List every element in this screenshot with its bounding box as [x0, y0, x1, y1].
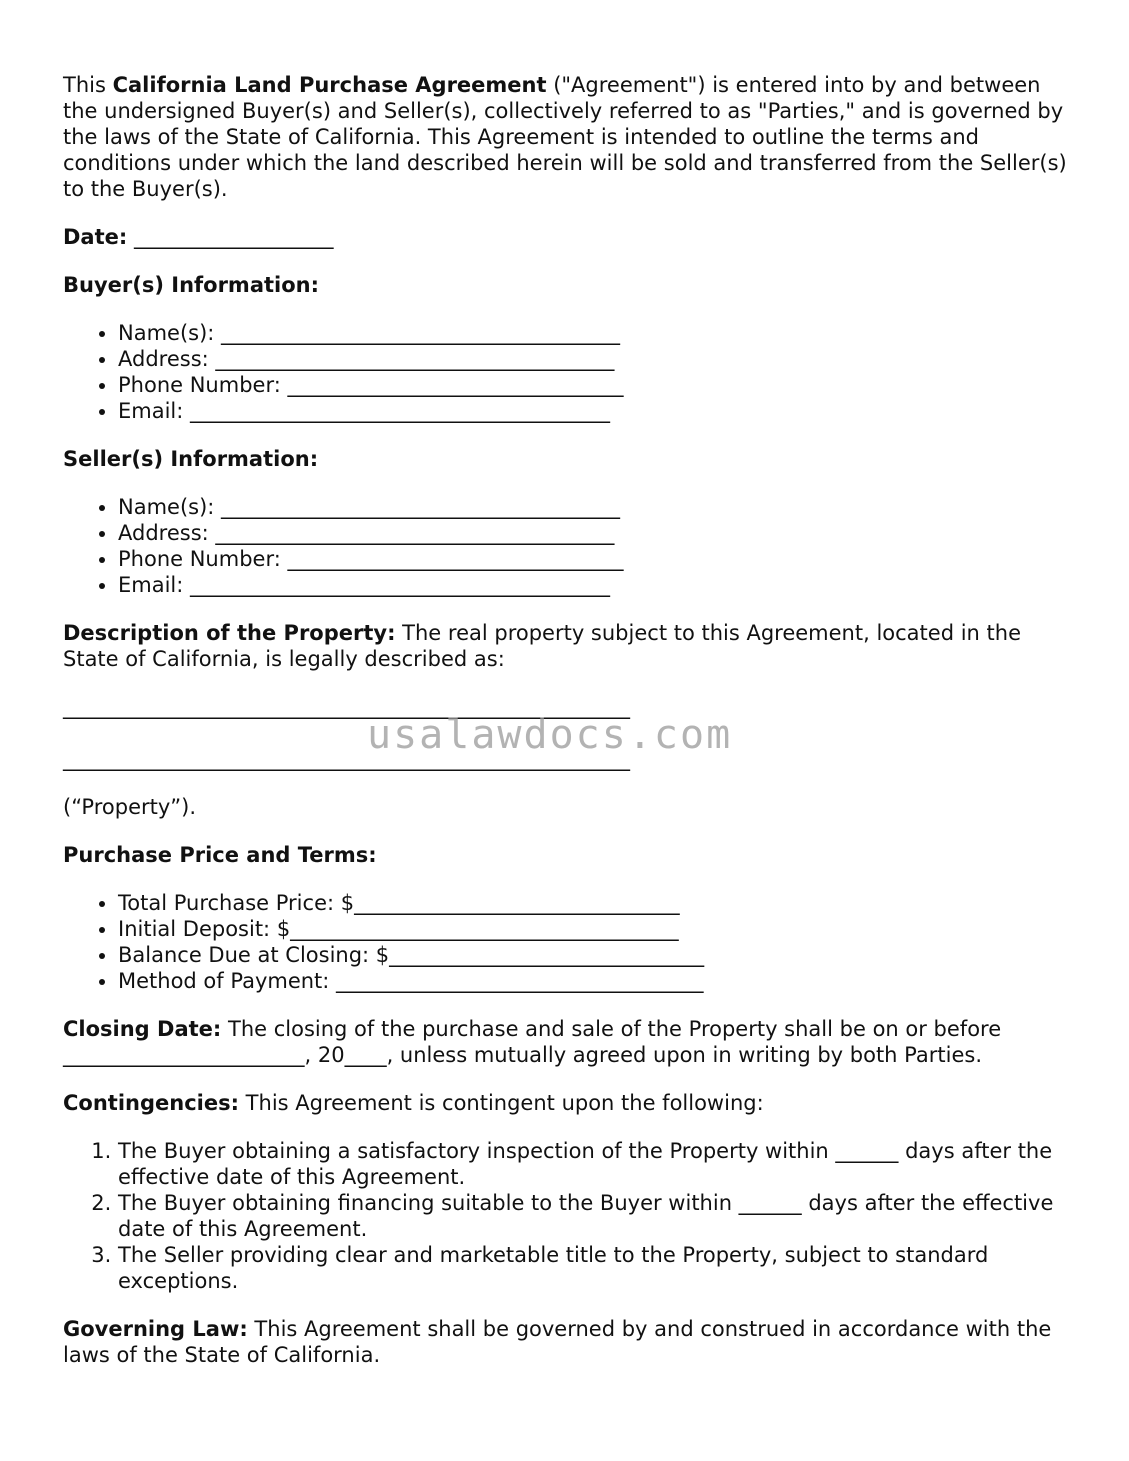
seller-info-list	[63, 494, 1073, 598]
buyer-address-item: • Address: ______________________________________	[118, 346, 1073, 372]
property-description	[63, 620, 1073, 672]
contingency-inspection: 1. The Buyer obtaining a satisfactory inspection of the Property within ______ days after the effective date of this Agreement.	[118, 1138, 1073, 1190]
closing-date-paragraph	[63, 1016, 1073, 1068]
seller-address-item: • Address: ______________________________________	[118, 520, 1073, 546]
contingency-title: 3. The Seller providing clear and marketable title to the Property, subject to standard exceptions.	[118, 1242, 1073, 1294]
watermark: usalawdocs.com	[367, 712, 733, 758]
property-line-1: ______________________________________________________	[63, 695, 630, 719]
contingencies-text: This Agreement is contingent upon the following:	[239, 1091, 764, 1115]
buyer-phone-item: • Phone Number: ________________________________	[118, 372, 1073, 398]
intro-lead: This	[63, 73, 113, 97]
balance-due-item: • Balance Due at Closing: $______________________________	[118, 942, 1073, 968]
date-field	[63, 224, 1073, 250]
buyer-name-item: • Name(s): ______________________________________	[118, 320, 1073, 346]
buyer-heading: Buyer(s) Information:	[63, 273, 319, 297]
seller-heading: Seller(s) Information:	[63, 447, 319, 471]
agreement-title: California Land Purchase Agreement	[112, 73, 547, 97]
payment-method-item: • Method of Payment: ___________________________________	[118, 968, 1073, 994]
purchase-heading: Purchase Price and Terms:	[63, 843, 377, 867]
property-suffix: (“Property”).	[63, 795, 197, 819]
document-page	[63, 72, 1073, 1390]
contingencies-list	[63, 1138, 1073, 1294]
property-description-lines	[63, 694, 1073, 772]
property-label: Description of the Property:	[63, 621, 396, 645]
governing-text: This Agreement shall be governed by and construed in accordance with the laws of the State of California.	[63, 1317, 1052, 1367]
buyer-info-list	[63, 320, 1073, 424]
seller-phone-item: • Phone Number: ________________________________	[118, 546, 1073, 572]
initial-deposit-item: • Initial Deposit: $_____________________________________	[118, 916, 1073, 942]
property-line-2: ______________________________________________________	[63, 747, 630, 771]
date-label: Date:	[63, 225, 128, 249]
closing-text: The closing of the purchase and sale of the Property shall be on or before _______________________, 20____, unless mutually agreed upon in writing by both Parties.	[63, 1017, 1002, 1067]
seller-name-item: • Name(s): ______________________________________	[118, 494, 1073, 520]
contingencies-paragraph	[63, 1090, 1073, 1116]
property-text: The real property subject to this Agreement, located in the State of California, is legally described as:	[63, 621, 1021, 671]
contingency-financing: 2. The Buyer obtaining financing suitable to the Buyer within ______ days after the effective date of this Agreement.	[118, 1190, 1073, 1242]
buyer-email-item: • Email: ________________________________________	[118, 398, 1073, 424]
governing-law-paragraph	[63, 1316, 1073, 1368]
total-price-item: • Total Purchase Price: $_______________________________	[118, 890, 1073, 916]
date-blank: ___________________	[127, 225, 334, 249]
closing-label: Closing Date:	[63, 1017, 222, 1041]
contingencies-label: Contingencies:	[63, 1091, 239, 1115]
purchase-terms-list	[63, 890, 1073, 994]
intro-text: ("Agreement") is entered into by and between the undersigned Buyer(s) and Seller(s), collectively referred to as "Parties," and is governed by the laws of the State of California. This Agreement is intended to outline the terms and conditions under which the land described herein will be sold and transferred from the Seller(s) to the Buyer(s).	[63, 73, 1067, 201]
governing-label: Governing Law:	[63, 1317, 248, 1341]
intro-paragraph	[63, 72, 1073, 202]
seller-email-item: • Email: ________________________________________	[118, 572, 1073, 598]
